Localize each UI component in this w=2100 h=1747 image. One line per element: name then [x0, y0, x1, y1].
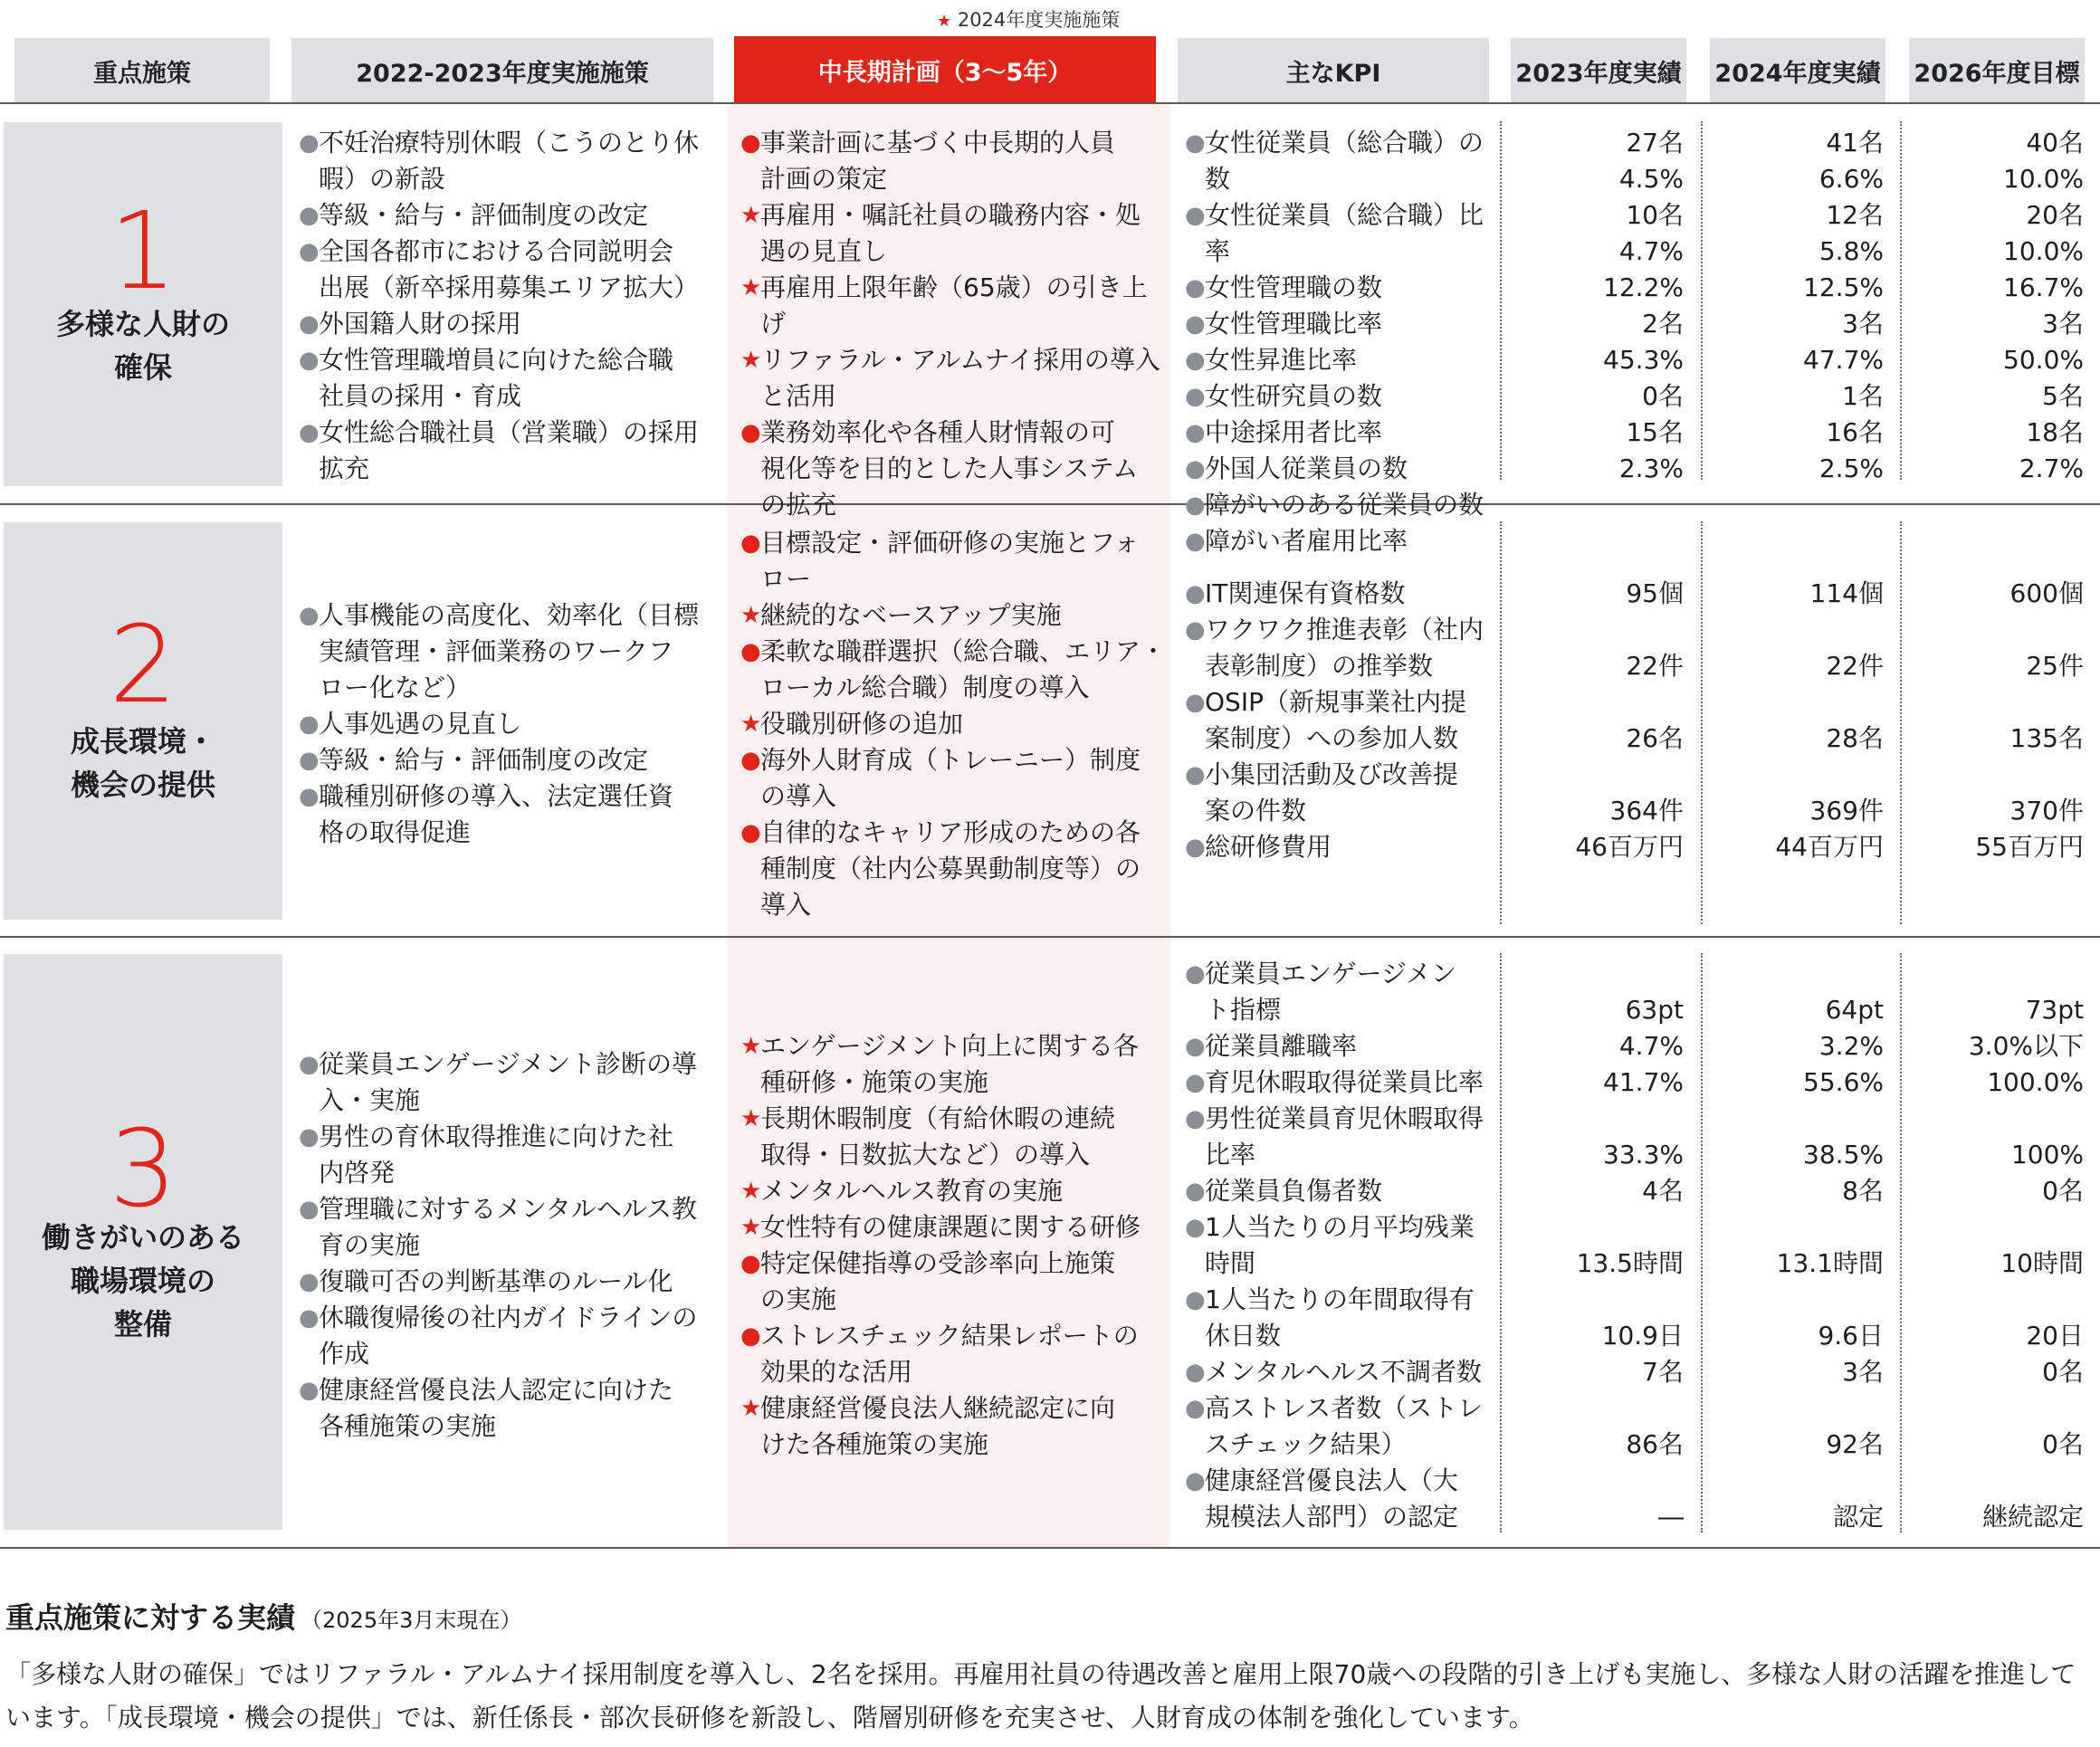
header-2024: 2024年度実績 [1710, 38, 1885, 103]
value-2026: 73pt 3.0%以下 100.0% 100% 0名 10時間 20日 0名 0名 継続認定 [1968, 995, 2084, 1532]
list-item: ● 人事機能の高度化、効率化（目標 実績管理・評価業務のワークフ ロー化など） [299, 597, 724, 706]
measure-title: 働きがいのある 職場環境の 整備 [41, 1220, 244, 1341]
list-item: ★ 再雇用・嘱託社員の職務内容・処 遇の見直し [740, 197, 1166, 270]
star-icon: ★ [937, 12, 952, 31]
bullet-icon: ● [299, 1304, 320, 1332]
bullet-icon: ● [299, 419, 320, 446]
red-dot-icon: ● [740, 129, 761, 157]
dotted-divider [1500, 521, 1502, 924]
kpi-item: ● 中途採用者比率 [1185, 415, 1497, 451]
kpi-item: ● IT関連保有資格数 [1185, 576, 1497, 612]
list-item: ★ メンタルヘルス教育の実施 [740, 1173, 1166, 1209]
list-item: ● 自律的なキャリア形成のための各 種制度（社内公募異動制度等）の 導入 [740, 815, 1166, 923]
bullet-icon: ● [299, 1196, 320, 1223]
list-item: ● 管理職に対するメンタルヘルス教 育の実施 [299, 1191, 724, 1264]
list-item: ● 健康経営優良法人認定に向けた 各種施策の実施 [299, 1372, 724, 1445]
kpi-list [1185, 956, 1497, 1535]
bullet-icon: ● [299, 129, 320, 157]
list-item: ● 目標設定・評価研修の実施とフォ ロー [740, 525, 1166, 597]
kpi-item: ● 女性従業員（総合職）の数 [1185, 125, 1497, 197]
red-dot-icon: ● [740, 819, 761, 846]
header-measure: 重点施策 [14, 38, 270, 103]
bullet-icon: ● [299, 747, 320, 774]
value-2023: 95個 22件 26名 364件 46百万円 [1575, 578, 1684, 862]
header-past: 2022-2023年度実施施策 [291, 38, 713, 103]
kpi-item: ● 障がい者雇用比率 [1185, 523, 1497, 559]
kpi-item: ● 女性昇進比率 [1185, 342, 1497, 378]
bullet-icon: ● [1185, 1286, 1206, 1313]
list-item: ● 男性の育休取得推進に向けた社 内啓発 [299, 1119, 724, 1191]
list-item: ★ 長期休暇制度（有給休暇の連続 取得・日数拡大など）の導入 [740, 1101, 1166, 1173]
plan-list [740, 125, 1166, 523]
dotted-divider [1701, 121, 1703, 480]
bullet-icon: ● [1185, 1214, 1206, 1241]
bullet-icon: ● [1185, 347, 1206, 374]
list-item: ● 事業計画に基づく中長期的人員 計画の策定 [740, 125, 1166, 197]
list-item: ● 職種別研修の導入、法定選任資 格の取得促進 [299, 778, 724, 851]
bullet-icon: ● [1185, 274, 1206, 301]
bullet-icon: ● [1185, 455, 1206, 482]
kpi-item: ● 女性研究員の数 [1185, 378, 1497, 415]
list-item: ● 外国籍人財の採用 [299, 306, 724, 342]
list-item: ● 人事処遇の見直し [299, 706, 724, 742]
past-measures-list [299, 125, 724, 487]
list-item: ● 等級・給与・評価制度の改定 [299, 197, 724, 234]
bullet-icon: ● [1185, 528, 1206, 555]
kpi-item: ● 外国人従業員の数 [1185, 451, 1497, 487]
list-item: ● 全国各都市における合同説明会 出展（新卒採用募集エリア拡大） [299, 234, 724, 306]
bullet-icon: ● [299, 310, 320, 338]
value-2026: 600個 25件 135名 370件 55百万円 [1975, 578, 2084, 862]
star-icon: ★ [740, 711, 762, 738]
bullet-icon: ● [1185, 1105, 1206, 1132]
kpi-item: ● 男性従業員育児休暇取得 比率 [1185, 1101, 1497, 1173]
bullet-icon: ● [299, 602, 320, 629]
results-date-note: （2025年3月末現在） [301, 1608, 522, 1633]
bullet-icon: ● [1185, 960, 1206, 988]
dotted-divider [1500, 121, 1502, 480]
bullet-icon: ● [299, 1123, 320, 1150]
bullet-icon: ● [1185, 616, 1206, 644]
bullet-icon: ● [1185, 1467, 1206, 1494]
value-2023: 63pt 4.7% 41.7% 33.3% 4名 13.5時間 10.9日 7名 86名 ― [1576, 995, 1684, 1532]
bullet-icon: ● [1185, 383, 1206, 410]
kpi-item: ● メンタルヘルス不調者数 [1185, 1354, 1497, 1390]
star-icon: ★ [740, 347, 762, 374]
bullet-icon: ● [1185, 1069, 1206, 1096]
bullet-icon: ● [299, 1051, 320, 1078]
star-icon: ★ [740, 1033, 762, 1060]
bullet-icon: ● [1185, 689, 1206, 716]
measure-title: 多様な人財の 確保 [55, 307, 230, 385]
bullet-icon: ● [1185, 1033, 1206, 1060]
dotted-divider [1500, 953, 1502, 1532]
star-icon: ★ [740, 274, 762, 301]
kpi-item: ● 従業員エンゲージメン ト指標 [1185, 956, 1497, 1028]
results-body: 「多様な人財の確保」ではリファラル・アルムナイ採用制度を導入し、2名を採用。再雇用社員の待遇改善と雇用上限70歳への段階的引き上げも実施し、多様な人財の活躍を推進しています。「成長環境・機会の提供」では、新任係長・部次長研修を新設し、階層別研修を充実させ、人財育成の体制を強化しています。 [5, 1659, 2076, 1733]
red-dot-icon: ● [740, 530, 761, 557]
kpi-item: ● OSIP（新規事業社内提 案制度）への参加人数 [1185, 684, 1497, 757]
kpi-item: ● 育児休暇取得従業員比率 [1185, 1064, 1497, 1101]
legend [937, 5, 1154, 33]
bullet-icon: ● [299, 783, 320, 810]
bullet-icon: ● [1185, 834, 1206, 861]
kpi-item: ● 女性従業員（総合職）比率 [1185, 197, 1497, 270]
bullet-icon: ● [299, 1268, 320, 1295]
value-2024: 64pt 3.2% 55.6% 38.5% 8名 13.1時間 9.6日 3名 92名 認定 [1776, 995, 1884, 1532]
list-item: ● 不妊治療特別休暇（こうのとり休 暇）の新設 [299, 125, 724, 197]
kpi-item: ● 障がいのある従業員の数 [1185, 487, 1497, 523]
list-item: ● 柔軟な職群選択（総合職、エリア・ ローカル総合職）制度の導入 [740, 634, 1166, 706]
results-title: 重点施策に対する実績 （2025年3月末現在） [5, 1600, 522, 1635]
measure-title: 成長環境・ 機会の提供 [70, 724, 215, 802]
bullet-icon: ● [1185, 1178, 1206, 1205]
plan-list [740, 1028, 1166, 1463]
list-item: ● 休職復帰後の社内ガイドラインの 作成 [299, 1300, 724, 1372]
kpi-item: ● 健康経営優良法人（大 規模法人部門）の認定 [1185, 1463, 1497, 1535]
star-icon: ★ [740, 202, 762, 229]
dotted-divider [1701, 953, 1703, 1532]
list-item: ★ エンゲージメント向上に関する各 種研修・施策の実施 [740, 1028, 1166, 1101]
header-2023: 2023年度実績 [1511, 38, 1686, 103]
star-icon: ★ [740, 1178, 762, 1205]
kpi-item: ● 総研修費用 [1185, 829, 1497, 865]
dotted-divider [1900, 121, 1902, 480]
bullet-icon: ● [1185, 1395, 1206, 1422]
legend-text: 2024年度実施施策 [957, 9, 1121, 31]
red-dot-icon: ● [740, 638, 761, 665]
list-item: ● 海外人財育成（トレーニー）制度 の導入 [740, 742, 1166, 815]
measure-number: 1 [109, 188, 177, 313]
kpi-item: ● 女性管理職比率 [1185, 306, 1497, 342]
bullet-icon: ● [299, 711, 320, 738]
divider [0, 1547, 2100, 1549]
past-measures-list [299, 597, 724, 851]
dotted-divider [1701, 521, 1703, 924]
list-item: ● 業務効率化や各種人財情報の可 視化等を目的とした人事システム の拡充 [740, 415, 1166, 523]
kpi-item: ● 従業員離職率 [1185, 1028, 1497, 1064]
kpi-item: ● 女性管理職の数 [1185, 270, 1497, 306]
bullet-icon: ● [1185, 761, 1206, 788]
bullet-icon: ● [1185, 492, 1206, 519]
kpi-list [1185, 576, 1497, 865]
list-item: ★ 継続的なベースアップ実施 [740, 597, 1166, 634]
kpi-list [1185, 125, 1497, 559]
red-dot-icon: ● [740, 1322, 761, 1350]
kpi-item: ● 従業員負傷者数 [1185, 1173, 1497, 1209]
past-measures-list [299, 1046, 724, 1445]
list-item: ● 等級・給与・評価制度の改定 [299, 742, 724, 778]
kpi-item: ● 1人当たりの月平均残業 時間 [1185, 1209, 1497, 1282]
red-dot-icon: ● [740, 1250, 761, 1277]
header-kpi: 主なKPI [1178, 38, 1489, 103]
star-icon: ★ [740, 1214, 762, 1241]
red-dot-icon: ● [740, 747, 761, 774]
kpi-item: ● ワクワク推進表彰（社内 表彰制度）の推挙数 [1185, 612, 1497, 684]
list-item: ★ 再雇用上限年齢（65歳）の引き上げ [740, 270, 1166, 342]
bullet-icon: ● [1185, 419, 1206, 446]
star-icon: ★ [740, 1395, 762, 1422]
bullet-icon: ● [299, 202, 320, 229]
list-item: ★ 女性特有の健康課題に関する研修 [740, 1209, 1166, 1246]
bullet-icon: ● [1185, 202, 1206, 229]
bullet-icon: ● [299, 347, 320, 374]
plan-list [740, 525, 1166, 923]
list-item: ● 女性管理職増員に向けた総合職 社員の採用・育成 [299, 342, 724, 415]
value-2024: 114個 22件 28名 369件 44百万円 [1775, 578, 1884, 862]
bullet-icon: ● [299, 1377, 320, 1404]
value-2024: 41名 6.6% 12名 5.8% 12.5% 3名 47.7% 1名 16名 2.5% [1803, 128, 1884, 483]
bullet-icon: ● [1185, 1359, 1206, 1386]
star-icon: ★ [740, 1105, 762, 1132]
list-item: ● 復職可否の判断基準のルール化 [299, 1264, 724, 1300]
bullet-icon: ● [299, 238, 320, 265]
list-item: ● 特定保健指導の受診率向上施策 の実施 [740, 1246, 1166, 1318]
dotted-divider [1900, 521, 1902, 924]
bullet-icon: ● [1185, 310, 1206, 338]
kpi-item: ● 1人当たりの年間取得有 休日数 [1185, 1282, 1497, 1354]
list-item: ★ リファラル・アルムナイ採用の導入 と活用 [740, 342, 1166, 415]
value-2023: 27名 4.5% 10名 4.7% 12.2% 2名 45.3% 0名 15名 2.3% [1603, 128, 1684, 483]
list-item: ★ 健康経営優良法人継続認定に向 けた各種施策の実施 [740, 1390, 1166, 1463]
measure-number: 3 [109, 1106, 177, 1231]
measure-number: 2 [109, 602, 177, 727]
value-2026: 40名 10.0% 20名 10.0% 16.7% 3名 50.0% 5名 18名 2.7% [2003, 128, 2084, 483]
bullet-icon: ● [1185, 580, 1206, 607]
list-item: ● 従業員エンゲージメント診断の導 入・実施 [299, 1046, 724, 1119]
header-plan: 中長期計画（3〜5年） [734, 36, 1156, 103]
dotted-divider [1900, 953, 1902, 1532]
header-2026: 2026年度目標 [1909, 38, 2085, 103]
kpi-item: ● 小集団活動及び改善提 案の件数 [1185, 757, 1497, 829]
bullet-icon: ● [1185, 129, 1206, 157]
red-dot-icon: ● [740, 419, 761, 446]
list-item: ★ 役職別研修の追加 [740, 706, 1166, 742]
star-icon: ★ [740, 602, 762, 629]
list-item: ● 女性総合職社員（営業職）の採用 拡充 [299, 415, 724, 487]
kpi-item: ● 高ストレス者数（ストレ スチェック結果） [1185, 1390, 1497, 1463]
list-item: ● ストレスチェック結果レポートの 効果的な活用 [740, 1318, 1166, 1390]
